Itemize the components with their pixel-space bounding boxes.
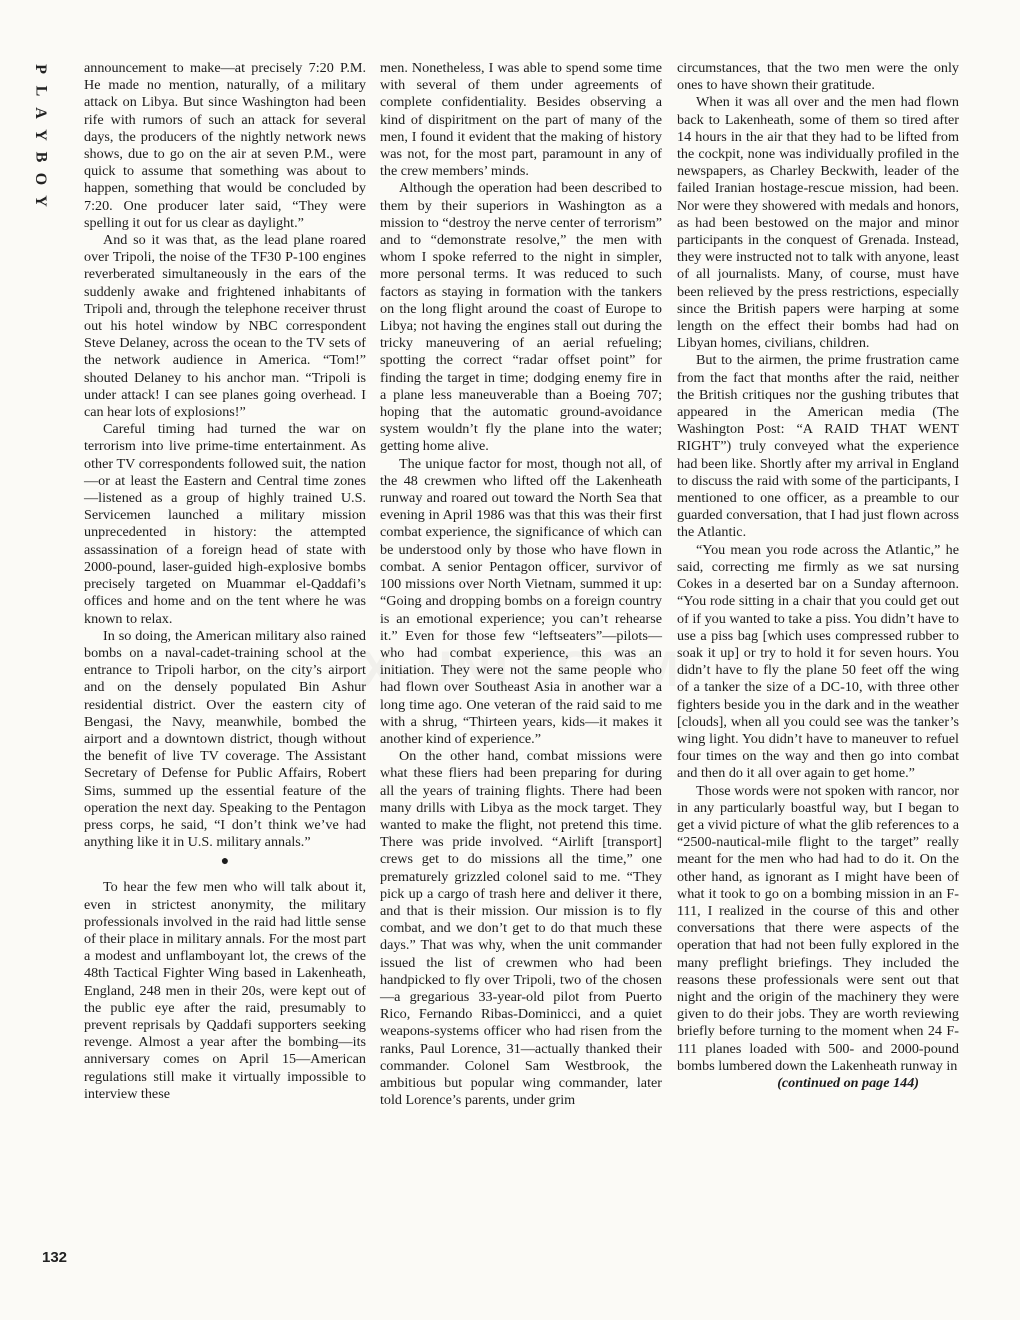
paragraph: On the other hand, combat missions were what these fliers had been preparing for during all the years of training flights. There had been many drills with Libya as the mock target. They wanted to make the flight, not pretend this time. There was pride involved. “Airlift [transport] crews get to do missions all the time,” one prematurely grizzled colonel said to me. “They pick up a cargo of trash here and deliver it there, and that is their mission. Our mission is to fly combat, and we don’t get to do that much these days.” That was why, when the unit commander issued the list of crewmen who had been handpicked to fly over Tripoli, two of the chosen—a gregarious 33-year-old pilot from Puerto Rico, Fernando Ribas-Dominicci, and a quiet weapons-systems officer who had risen from the ranks, Paul Lorence, 31—actually thanked their commander. Colonel Sam Westbrook, the ambitious but popular wing commander, later told Lorence’s parents, under grim bbox=[380, 748, 662, 1109]
masthead-vertical bbox=[30, 58, 50, 212]
masthead-letter: O bbox=[31, 172, 49, 186]
paragraph: Careful timing had turned the war on terrorism into live prime-time entertainment. As other TV correspondents followed suit, the nation—or at least the Eastern and Central time zones—listened as a group of highly trained U.S. Servicemen launched a military mission unprecedented in history: the attempted assassination of a foreign head of state with 2000-pound, laser-guided high-explosive bombs precisely targeted on Muammar el-Qaddafi’s offices and home and on the tent where he was known to relax. bbox=[84, 421, 366, 627]
paragraph: When it was all over and the men had flown back to Lakenheath, some of them so tired after 14 hours in the air that they had to be lifted from the cockpit, none was individually profiled in the newspapers, as Charley Beckwith, leader of the failed Iranian hostage-rescue mission, had been. Nor were they showered with medals and honors, as had been bestowed on the major and minor participants in the conquest of Grenada. Instead, they were instructed not to talk with anyone, least of all journalists. Many, of course, must have been relieved by the press restrictions, especially since the British papers were harping at some length on the effect their bombs had had on Libyan homes, civilians, children. bbox=[677, 94, 959, 352]
masthead-letter: B bbox=[31, 151, 49, 163]
masthead-letter: A bbox=[32, 107, 49, 119]
masthead-letter: Y bbox=[32, 129, 49, 141]
masthead-letter: L bbox=[31, 85, 49, 97]
masthead-letter: Y bbox=[32, 195, 49, 207]
column-1 bbox=[84, 60, 366, 1103]
paragraph: announcement to make—at precisely 7:20 P.M. He made no mention, naturally, of a military attack on Libya. But since Washington had been rife with rumors of such an attack for several days, the producers of the nightly network news shows, due to go on the air at seven P.M., were quick to assume that something was about to happen, something that would be concluded by 7:20. One producer later said, “They were spelling it out for us clear as daylight.” bbox=[84, 60, 366, 231]
masthead-letter: P bbox=[32, 64, 49, 74]
paragraph: In so doing, the American military also rained bombs on a naval-cadet-training school at the entrance to Tripoli harbor, on the city’s airport and on the densely populated Bin Ashur residential district. Over the eastern city of Bengasi, the Navy, meanwhile, bombed the airport and a downtown district, though without the benefit of live TV coverage. The Assistant Secretary of Defense for Public Affairs, Robert Sims, summed up the essential feature of the operation the next day. Speaking to the Pentagon press corps, he said, “I don’t think we’ve had anything like it in U.S. military annals.” bbox=[84, 627, 366, 851]
paragraph: But to the airmen, the prime frustration came from the fact that months after the raid, neither the British critiques nor the gushing tributes that appeared in the American media (The Washington Post: “A RAID THAT WENT RIGHT”) truly conveyed what the experience had been like. Shortly after my arrival in England to discuss the raid with some of the participants, I mentioned to one officer, as a preamble to our guarded conversation, that I had just flown across the Atlantic. bbox=[677, 352, 959, 541]
section-break-bullet: ● bbox=[220, 854, 230, 870]
paragraph: To hear the few men who will talk about it, even in strictest anonymity, the military professionals involved in the raid had little sense of their place in military annals. For the most part a modest and unflamboyant lot, the crews of the 48th Tactical Fighter Wing based in Lakenheath, England, 248 men in their 20s, were kept out of the public eye after the raid, presumably to prevent reprisals by Qaddafi supporters seeking revenge. Almost a year after the bombing—its anniversary comes on April 15—American regulations still make it virtually impossible to interview these bbox=[84, 879, 366, 1102]
paragraph: circumstances, that the two men were the only ones to have shown their gratitude. bbox=[677, 60, 959, 94]
column-3 bbox=[677, 60, 959, 1092]
paragraph: men. Nonetheless, I was able to spend some time with several of them under agreements of complete confidentiality. Besides observing a kind of dispiritment on the part of many of the men, I found it evident that the making of history was not, for the most part, paramount in any of the crew members’ minds. bbox=[380, 60, 662, 180]
paragraph: And so it was that, as the lead plane roared over Tripoli, the noise of the TF30 P-100 engines reverberated simultaneously in the ears of the suddenly awake and frightened inhabitants of Tripoli and, through the telephone receiver thrust out his hotel window by NBC correspondent Steve Delaney, across the ocean to the TV sets of the network audience in America. “Tom!” shouted Delaney to his anchor man. “Tripoli is under attack! I can see planes going overhead. I can hear lots of explosions!” bbox=[84, 232, 366, 421]
column-2 bbox=[380, 60, 662, 1109]
paragraph: “You mean you rode across the Atlantic,” he said, correcting me firmly as we sat nursing Cokes in a deserted bar on a Sunday afternoon. “You rode sitting in a chair that you could get out of if you wanted to take a piss. You didn’t have to use a piss bag [which uses compressed rubber to soak it up] or try to hold it for seven hours. You didn’t have to fly the plane 50 feet off the wing of a tanker the size of a DC-10, with three other fighters beside you in the dark and in the weather [clouds], when all you could see was the tanker’s wing light. You didn’t have to maneuver to refuel four times on the way and then go into combat and then do it all over again to get home.” bbox=[677, 541, 959, 782]
continued-note: (continued on page 144) bbox=[777, 1074, 919, 1091]
paragraph: Those words were not spoken with rancor, nor in any particularly boastful way, but I began to get a vivid picture of what the glib references to a “2500-nautical-mile flight to the target” really meant for the men who had had to do it. On the other hand, as ignorant as I might have been of what it took to go on a bombing mission in an F-111, I realized in the course of this and other conversations that there were aspects of the operation that had not been fully explored in the many preflight briefings. They included the reasons these professionals were sent out that night and the origin of the machinery they were given to do their jobs. They are worth reviewing briefly before turning to the moment when 24 F-111 planes loaded with 500- and 2000-pound bombs lumbered down the Lakenheath runway in bbox=[677, 782, 959, 1074]
paragraph: Although the operation had been described to them by their superiors in Washington as a mission to “destroy the nerve center of terrorism” and to “demonstrate resolve,” the men with whom I spoke referred to the night in simpler, more personal terms. It was reduced to such factors as staying in formation with the tankers on the long flight around the coast of Europe to Libya; not having the engines stall out during the tricky maneuvering of an aerial refueling; spotting the correct “radar offset point” for finding the target in time; dodging enemy fire in a plane less maneuverable than a Boeing 707; hoping that the automatic ground-avoidance system wouldn’t fly the plane into the water; getting home alive. bbox=[380, 180, 662, 455]
paragraph: The unique factor for most, though not all, of the 48 crewmen who lifted off the Lakenheath runway and roared out toward the North Sea that evening in April 1986 was that this was their first combat experience, the significance of which can be understood only by those who have flown in combat. A senior Pentagon officer, survivor of 100 missions over North Vietnam, summed it up: “Going and dropping bombs on a foreign country is an emotional experience; you can’t rehearse it.” Even for those few “leftseaters”—pilots—who had combat experience, this was an initiation. They were not the same people who had flown over Southeast Asia in another war a long time ago. One veteran of the raid said to me with a shrug, “Thirteen years, kids—it makes it another kind of experience.” bbox=[380, 455, 662, 747]
page-number: 132 bbox=[42, 1249, 68, 1266]
